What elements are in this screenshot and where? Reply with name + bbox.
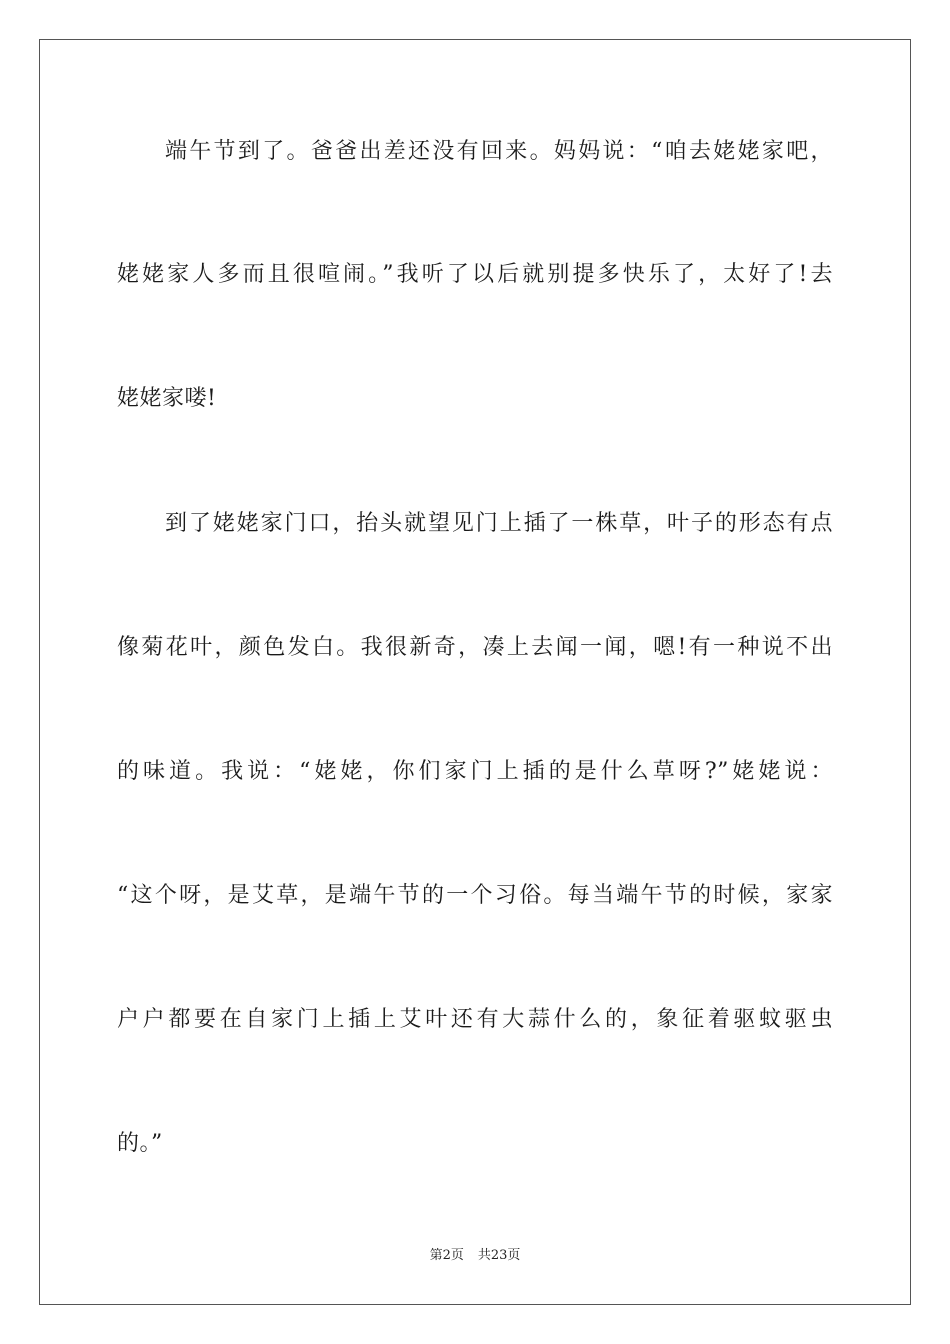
text-line: 像菊花叶，颜色发白。我很新奇，凑上去闻一闻，嗯!有一种说不出 — [117, 635, 833, 660]
text-line: 户户都要在自家门上插上艾叶还有大蒜什么的，象征着驱蚊驱虫 — [117, 1007, 833, 1032]
page-border — [39, 39, 911, 1305]
text-line: 的味道。我说：“姥姥，你们家门上插的是什么草呀?”姥姥说： — [117, 759, 833, 784]
page-number: 第2页 — [429, 1248, 464, 1263]
text-line: 端午节到了。爸爸出差还没有回来。妈妈说：“咱去姥姥家吧， — [165, 139, 833, 164]
page-footer — [0, 1248, 950, 1264]
text-line: 的。” — [117, 1131, 163, 1156]
text-line: 姥姥家喽! — [117, 386, 217, 411]
text-line: 姥姥家人多而且很喧闹。”我听了以后就别提多快乐了，太好了!去 — [117, 262, 833, 287]
page-total: 共23页 — [477, 1248, 521, 1263]
text-line: “这个呀，是艾草，是端午节的一个习俗。每当端午节的时候，家家 — [117, 883, 833, 908]
text-line: 到了姥姥家门口，抬头就望见门上插了一株草，叶子的形态有点 — [165, 511, 833, 536]
